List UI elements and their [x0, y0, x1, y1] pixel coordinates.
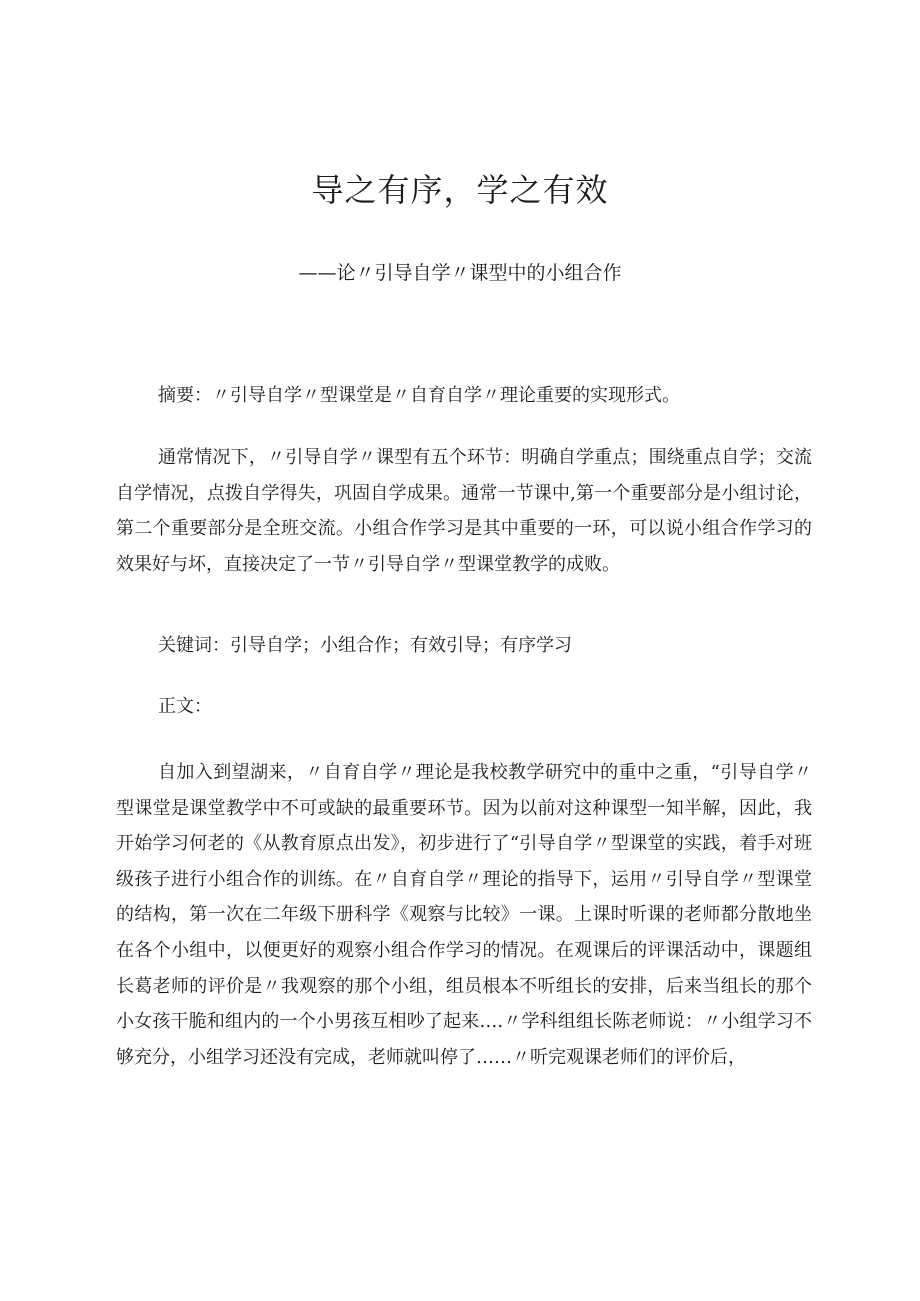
- document-title: 导之有序，学之有效: [311, 171, 609, 209]
- intro-paragraph: 通常情况下，〃引导自学〃课型有五个环节：明确自学重点；围绕重点自学；交流自学情况，点拨自学得失，巩固自学成果。通常一节课中,第一个重要部分是小组讨论，第二个重要部分是全班交流。小组合作学习是其中重要的一环，可以说小组合作学习的效果好与坏，直接决定了一节〃引导自学〃型课堂教学的成败。: [116, 447, 812, 575]
- keywords-paragraph: 关键词：引导自学；小组合作；有效引导；有序学习: [158, 635, 572, 656]
- document-subtitle: ——论〃引导自学〃课型中的小组合作: [298, 262, 622, 284]
- body-heading: 正文：: [158, 696, 212, 717]
- body-paragraph: 自加入到望湖来，〃自育自学〃理论是我校教学研究中的重中之重，“引导自学〃型课堂是课堂教学中不可或缺的最重要环节。因为以前对这种课型一知半解，因此，我开始学习何老的《从教育原点出发》，初步进行了“引导自学〃型课堂的实践，着手对班级孩子进行小组合作的训练。在〃自育自学〃理论的指导下，运用〃引导自学〃型课堂的结构，第一次在二年级下册科学《观察与比较》一课。上课时听课的老师都分散地坐在各个小组中，以便更好的观察小组合作学习的情况。在观课后的评课活动中，课题组长葛老师的评价是〃我观察的那个小组，组员根本不听组长的安排，后来当组长的那个小女孩干脆和组内的一个小男孩互相吵了起来….〃学科组组长陈老师说：〃小组学习不够充分，小组学习还没有完成，老师就叫停了……〃听完观课老师们的评价后，: [116, 762, 812, 1068]
- abstract-paragraph: 摘要：〃引导自学〃型课堂是〃自育自学〃理论重要的实现形式。: [158, 385, 680, 406]
